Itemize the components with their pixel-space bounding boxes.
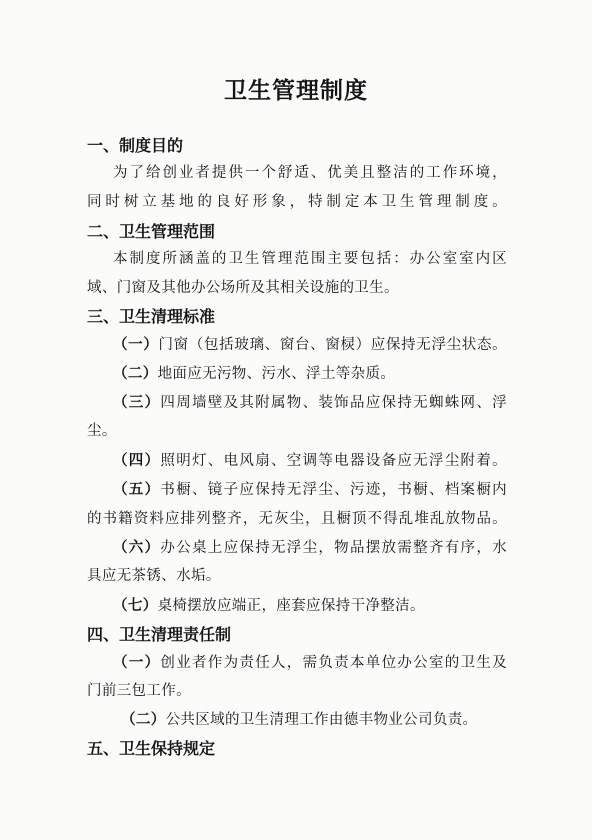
item-number: （六） (113, 539, 161, 556)
section-heading-5: 五、卫生保持规定 (87, 739, 216, 758)
item-number: （一） (113, 654, 161, 671)
item-number: （二） (113, 365, 158, 382)
list-item-continuation: 具应无茶锈、水垢。 (87, 568, 221, 584)
section-heading-3: 三、卫生清理标准 (87, 307, 216, 326)
list-item: （一）门窗（包括玻璃、窗台、窗棂）应保持无浮尘状态。 (113, 336, 507, 353)
list-item-continuation: 门前三包工作。 (87, 683, 191, 699)
paragraph-line: 同时树立基地的良好形象，特制定本卫生管理制度。 (87, 194, 507, 210)
list-item: （四）照明灯、电风扇、空调等电器设备应无浮尘附着。 (113, 452, 507, 469)
list-item: （五）书橱、镜子应保持无浮尘、污迹，书橱、档案橱内 (113, 481, 507, 498)
item-number: （七） (113, 597, 158, 614)
list-item: （七）桌椅摆放应端正，座套应保持干净整洁。 (113, 597, 425, 614)
paragraph-line: 本制度所涵盖的卫生管理范围主要包括：办公室室内区 (113, 251, 507, 267)
list-item: （六）办公桌上应保持无浮尘，物品摆放需整齐有序，水 (113, 539, 507, 556)
item-number: （五） (113, 481, 161, 498)
item-number: （二） (121, 711, 166, 728)
list-item: （二）地面应无污物、污水、浮土等杂质。 (113, 365, 396, 382)
item-number: （四） (113, 452, 161, 469)
page-title: 卫生管理制度 (224, 77, 368, 104)
section-heading-1: 一、制度目的 (87, 136, 184, 155)
list-item: （一）创业者作为责任人，需负责本单位办公室的卫生及 (113, 654, 507, 671)
list-item-continuation: 的书籍资料应排列整齐，无灰尘，且橱顶不得乱堆乱放物品。 (87, 511, 507, 527)
section-heading-4: 四、卫生清理责任制 (87, 625, 232, 644)
item-number: （三） (113, 394, 161, 411)
paragraph-line: 为了给创业者提供一个舒适、优美且整洁的工作环境， (113, 165, 507, 181)
paragraph-line: 域、门窗及其他办公场所及其相关设施的卫生。 (87, 280, 399, 296)
item-number: （一） (113, 336, 159, 353)
list-item: （三）四周墙壁及其附属物、装饰品应保持无蜘蛛网、浮 (113, 394, 507, 411)
section-heading-2: 二、卫生管理范围 (87, 222, 216, 241)
list-item-continuation: 尘。 (87, 423, 117, 439)
list-item: （二）公共区域的卫生清理工作由德丰物业公司负责。 (121, 711, 478, 728)
